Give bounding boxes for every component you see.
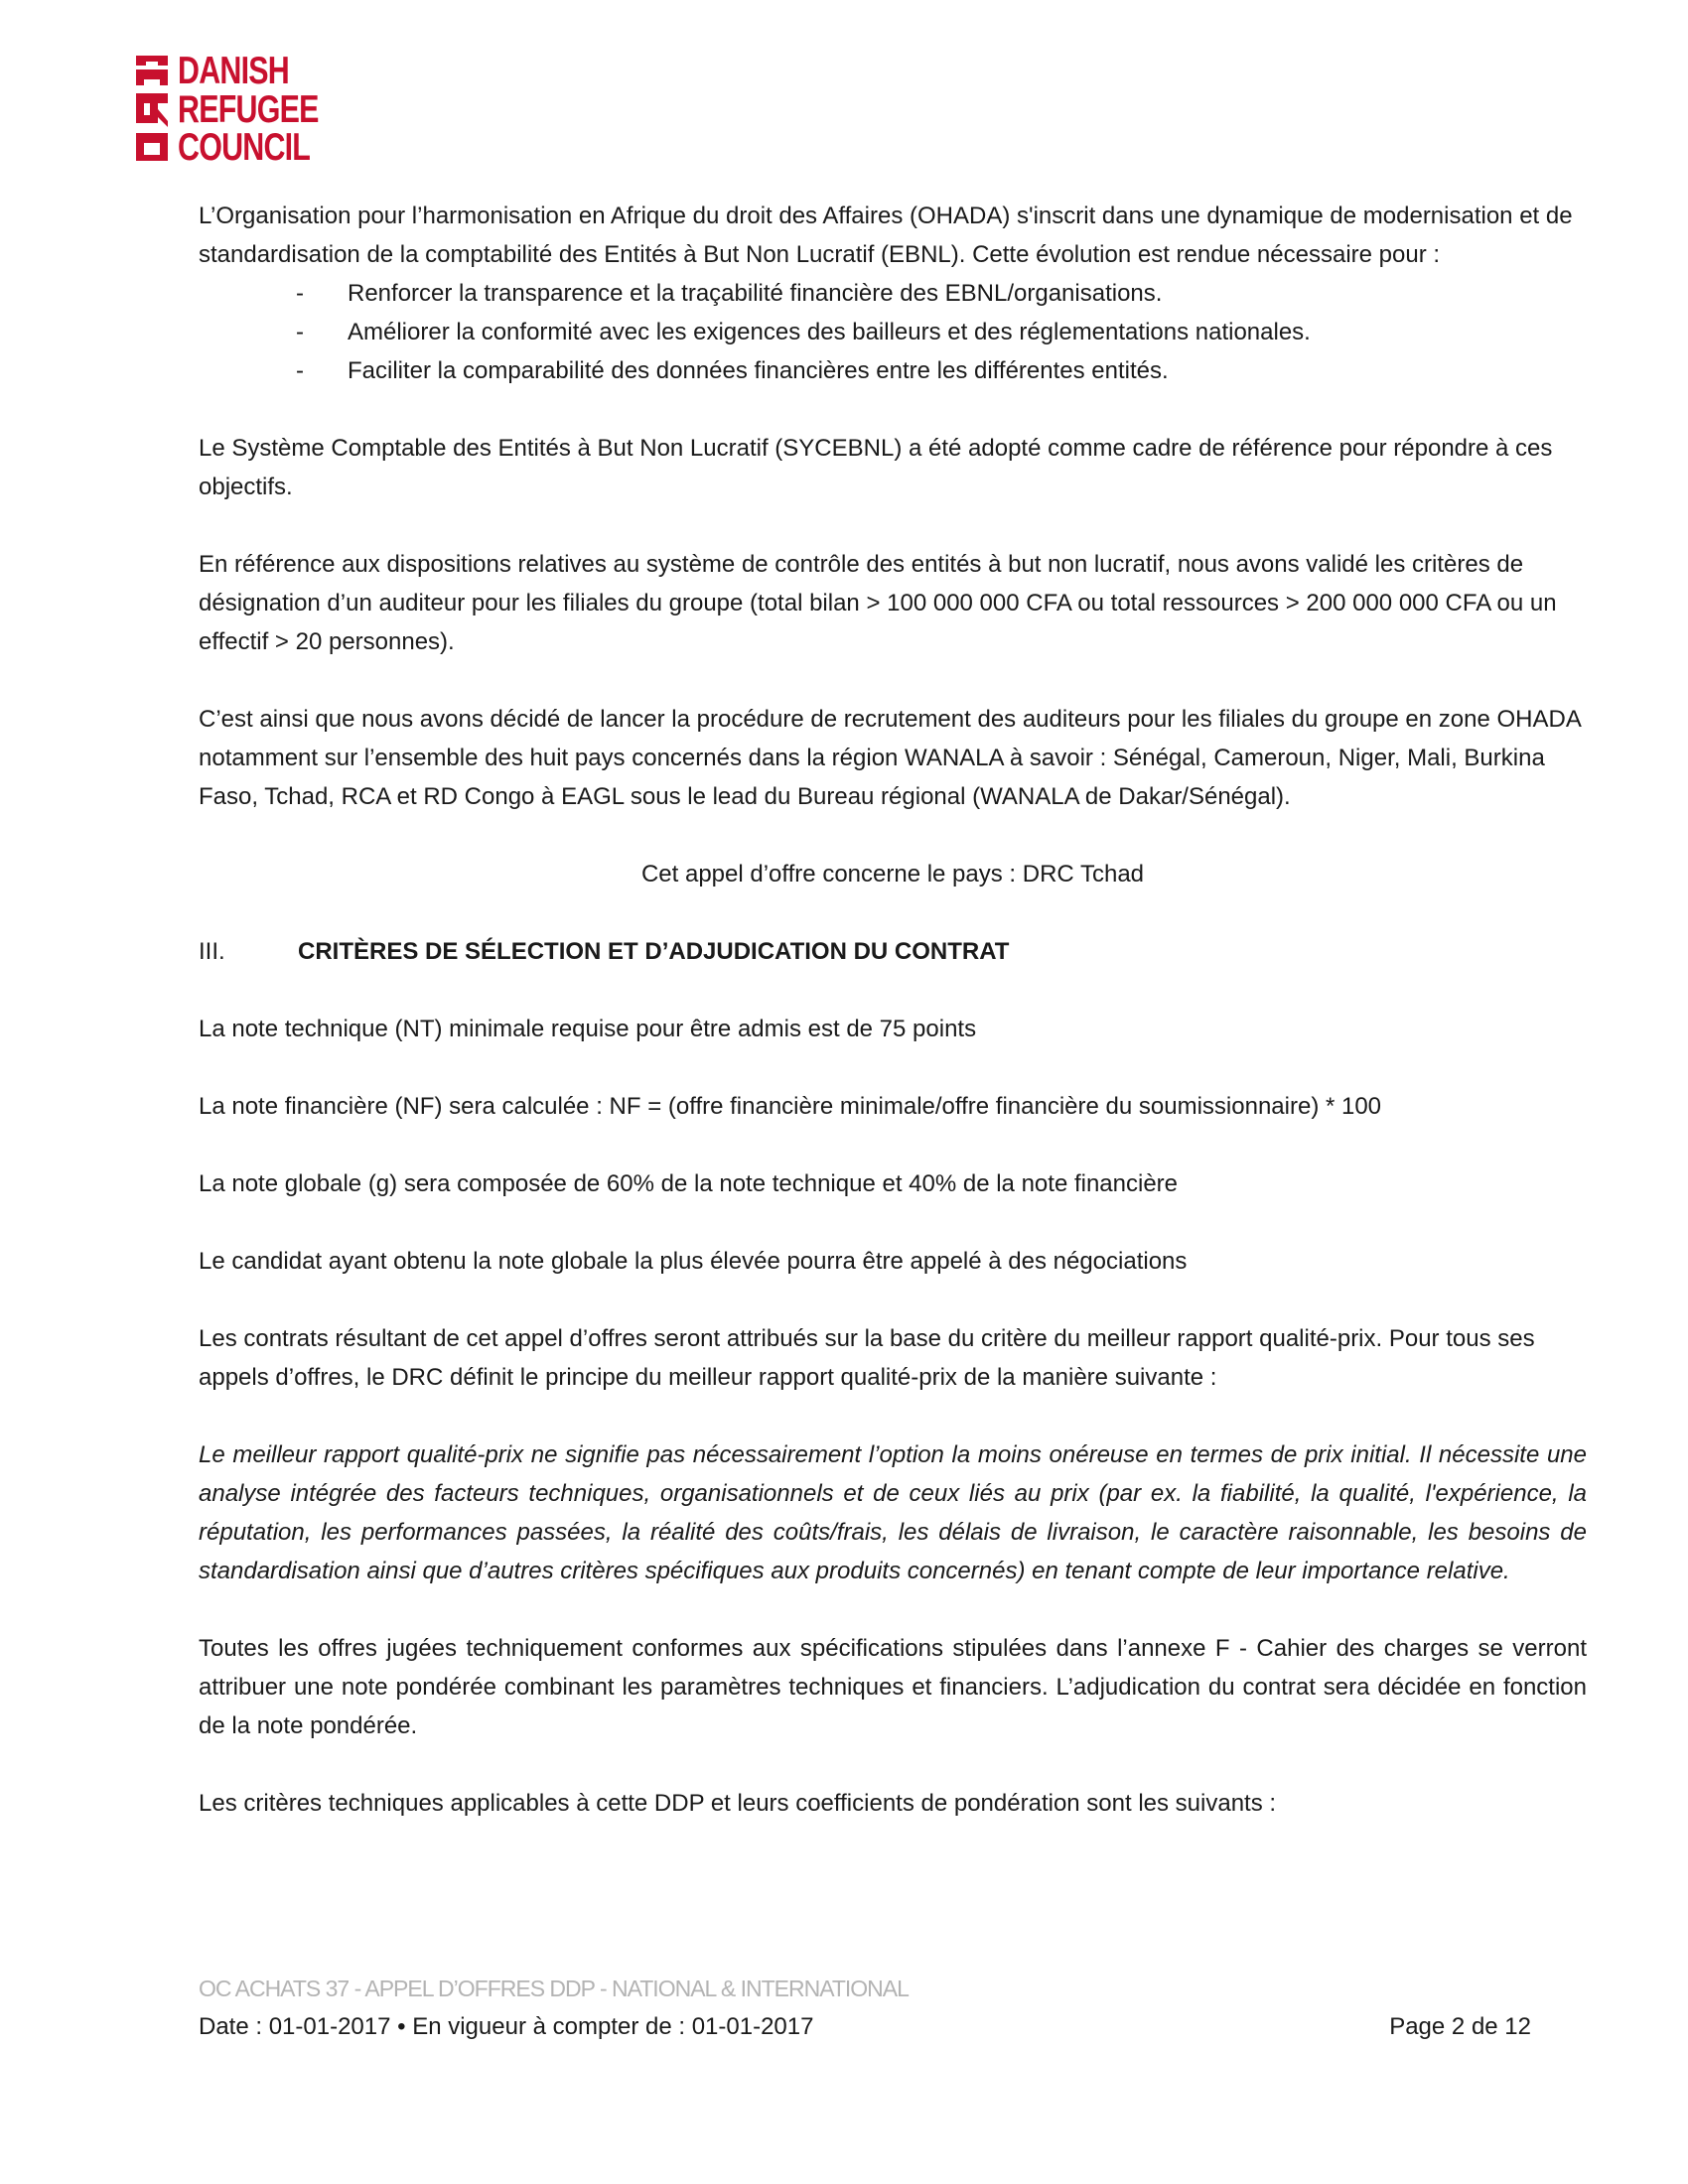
sycebnl-paragraph: Le Système Comptable des Entités à But Non Lucratif (SYCEBNL) a été adopté comme cadre de référence pour répondre à ces objectifs. — [199, 435, 1553, 500]
technical-criteria-intro: Les critères techniques applicables à cette DDP et leurs coefficients de pondération sont les suivants : — [199, 1790, 1277, 1817]
criterion-nf: La note financière (NF) sera calculée : NF = (offre financière minimale/offre financière du soumissionnaire) * 100 — [199, 1093, 1382, 1120]
section-heading — [199, 932, 1587, 971]
criterion-value-for-money: Les contrats résultant de cet appel d’offres seront attribués sur la base du critère du meilleur rapport qualité-prix. Pour tous ses appels d’offres, le DRC définit le principe du meilleur rapport qualité-prix de la manière suivante : — [199, 1325, 1535, 1391]
criterion-global: La note globale (g) sera composée de 60% de la note technique et 40% de la note financière — [199, 1170, 1179, 1197]
intro-bullet-list — [199, 274, 1587, 390]
drc-vertical-letters-icon — [132, 52, 172, 166]
logo-word-refugee: REFUGEE — [178, 87, 319, 131]
intro-paragraph: L’Organisation pour l’harmonisation en Afrique du droit des Affaires (OHADA) s'inscrit dans une dynamique de modernisation et de standardisation de la comptabilité des Entités à But Non Lucratif (EBNL). Cette évolution est rendue nécessaire pour : — [199, 203, 1573, 268]
footer-date-line: Date : 01-01-2017 • En vigueur à compter de : 01-01-2017 — [199, 2013, 814, 2040]
bullet-dash: - — [296, 280, 304, 307]
section-title: CRITÈRES DE SÉLECTION ET D’ADJUDICATION DU CONTRAT — [298, 938, 1010, 965]
bullet-dash: - — [296, 319, 304, 345]
criterion-nt: La note technique (NT) minimale requise pour être admis est de 75 points — [199, 1016, 977, 1042]
footer-page-number: Page 2 de 12 — [1389, 2013, 1531, 2040]
recruitment-paragraph: C’est ainsi que nous avons décidé de lancer la procédure de recrutement des auditeurs pour les filiales du groupe en zone OHADA notamment sur l’ensemble des huit pays concernés dans la région WANALA à savoir : Sénégal, Cameroun, Niger, Mali, Burkina Faso, Tchad, RCA et RD Congo à EAGL sous le lead du Bureau régional (WANALA de Dakar/Sénégal). — [199, 706, 1581, 810]
list-item: - Faciliter la comparabilité des données financières entre les différentes entités. — [199, 351, 1587, 390]
logo-word-council: COUNCIL — [178, 126, 311, 169]
drc-logo — [132, 52, 341, 169]
criterion-negotiation: Le candidat ayant obtenu la note globale la plus élevée pourra être appelé à des négociations — [199, 1248, 1188, 1275]
list-item: - Améliorer la conformité avec les exigences des bailleurs et des réglementations nationales. — [199, 313, 1587, 351]
document-body — [199, 197, 1587, 1861]
weighted-score-paragraph: Toutes les offres jugées techniquement conformes aux spécifications stipulées dans l’annexe F - Cahier des charges se verront attribuer une note pondérée combinant les paramètres techniques et financiers. L’adjudication du contrat sera décidée en fonction de la note pondérée. — [199, 1635, 1587, 1739]
audit-criteria-paragraph: En référence aux dispositions relatives au système de contrôle des entités à but non lucratif, nous avons validé les critères de désignation d’un auditeur pour les filiales du groupe (total bilan > 100 000 000 CFA ou total ressources > 200 000 000 CFA ou un effectif > 20 personnes). — [199, 551, 1557, 655]
logo-word-danish: DANISH — [178, 50, 289, 92]
value-for-money-definition: Le meilleur rapport qualité-prix ne signifie pas nécessairement l’option la moins onéreuse en termes de prix initial. Il nécessite une analyse intégrée des facteurs techniques, organisationnels et de ceux liés au prix (par ex. la fiabilité, la qualité, l'expérience, la réputation, les performances passées, la réalité des coûts/frais, les délais de livraison, le caractère raisonnable, les besoins de standardisation ainsi que d’autres critères spécifiques aux produits concernés) en tenant compte de leur importance relative. — [199, 1441, 1587, 1584]
section-number: III. — [199, 938, 225, 965]
country-line: Cet appel d’offre concerne le pays : DRC Tchad — [640, 861, 1145, 887]
list-item: - Renforcer la transparence et la traçabilité financière des EBNL/organisations. — [199, 274, 1587, 313]
bullet-dash: - — [296, 357, 304, 384]
footer-document-title: OC ACHATS 37 - APPEL D’OFFRES DDP - NATIONAL & INTERNATIONAL — [199, 1976, 909, 2001]
